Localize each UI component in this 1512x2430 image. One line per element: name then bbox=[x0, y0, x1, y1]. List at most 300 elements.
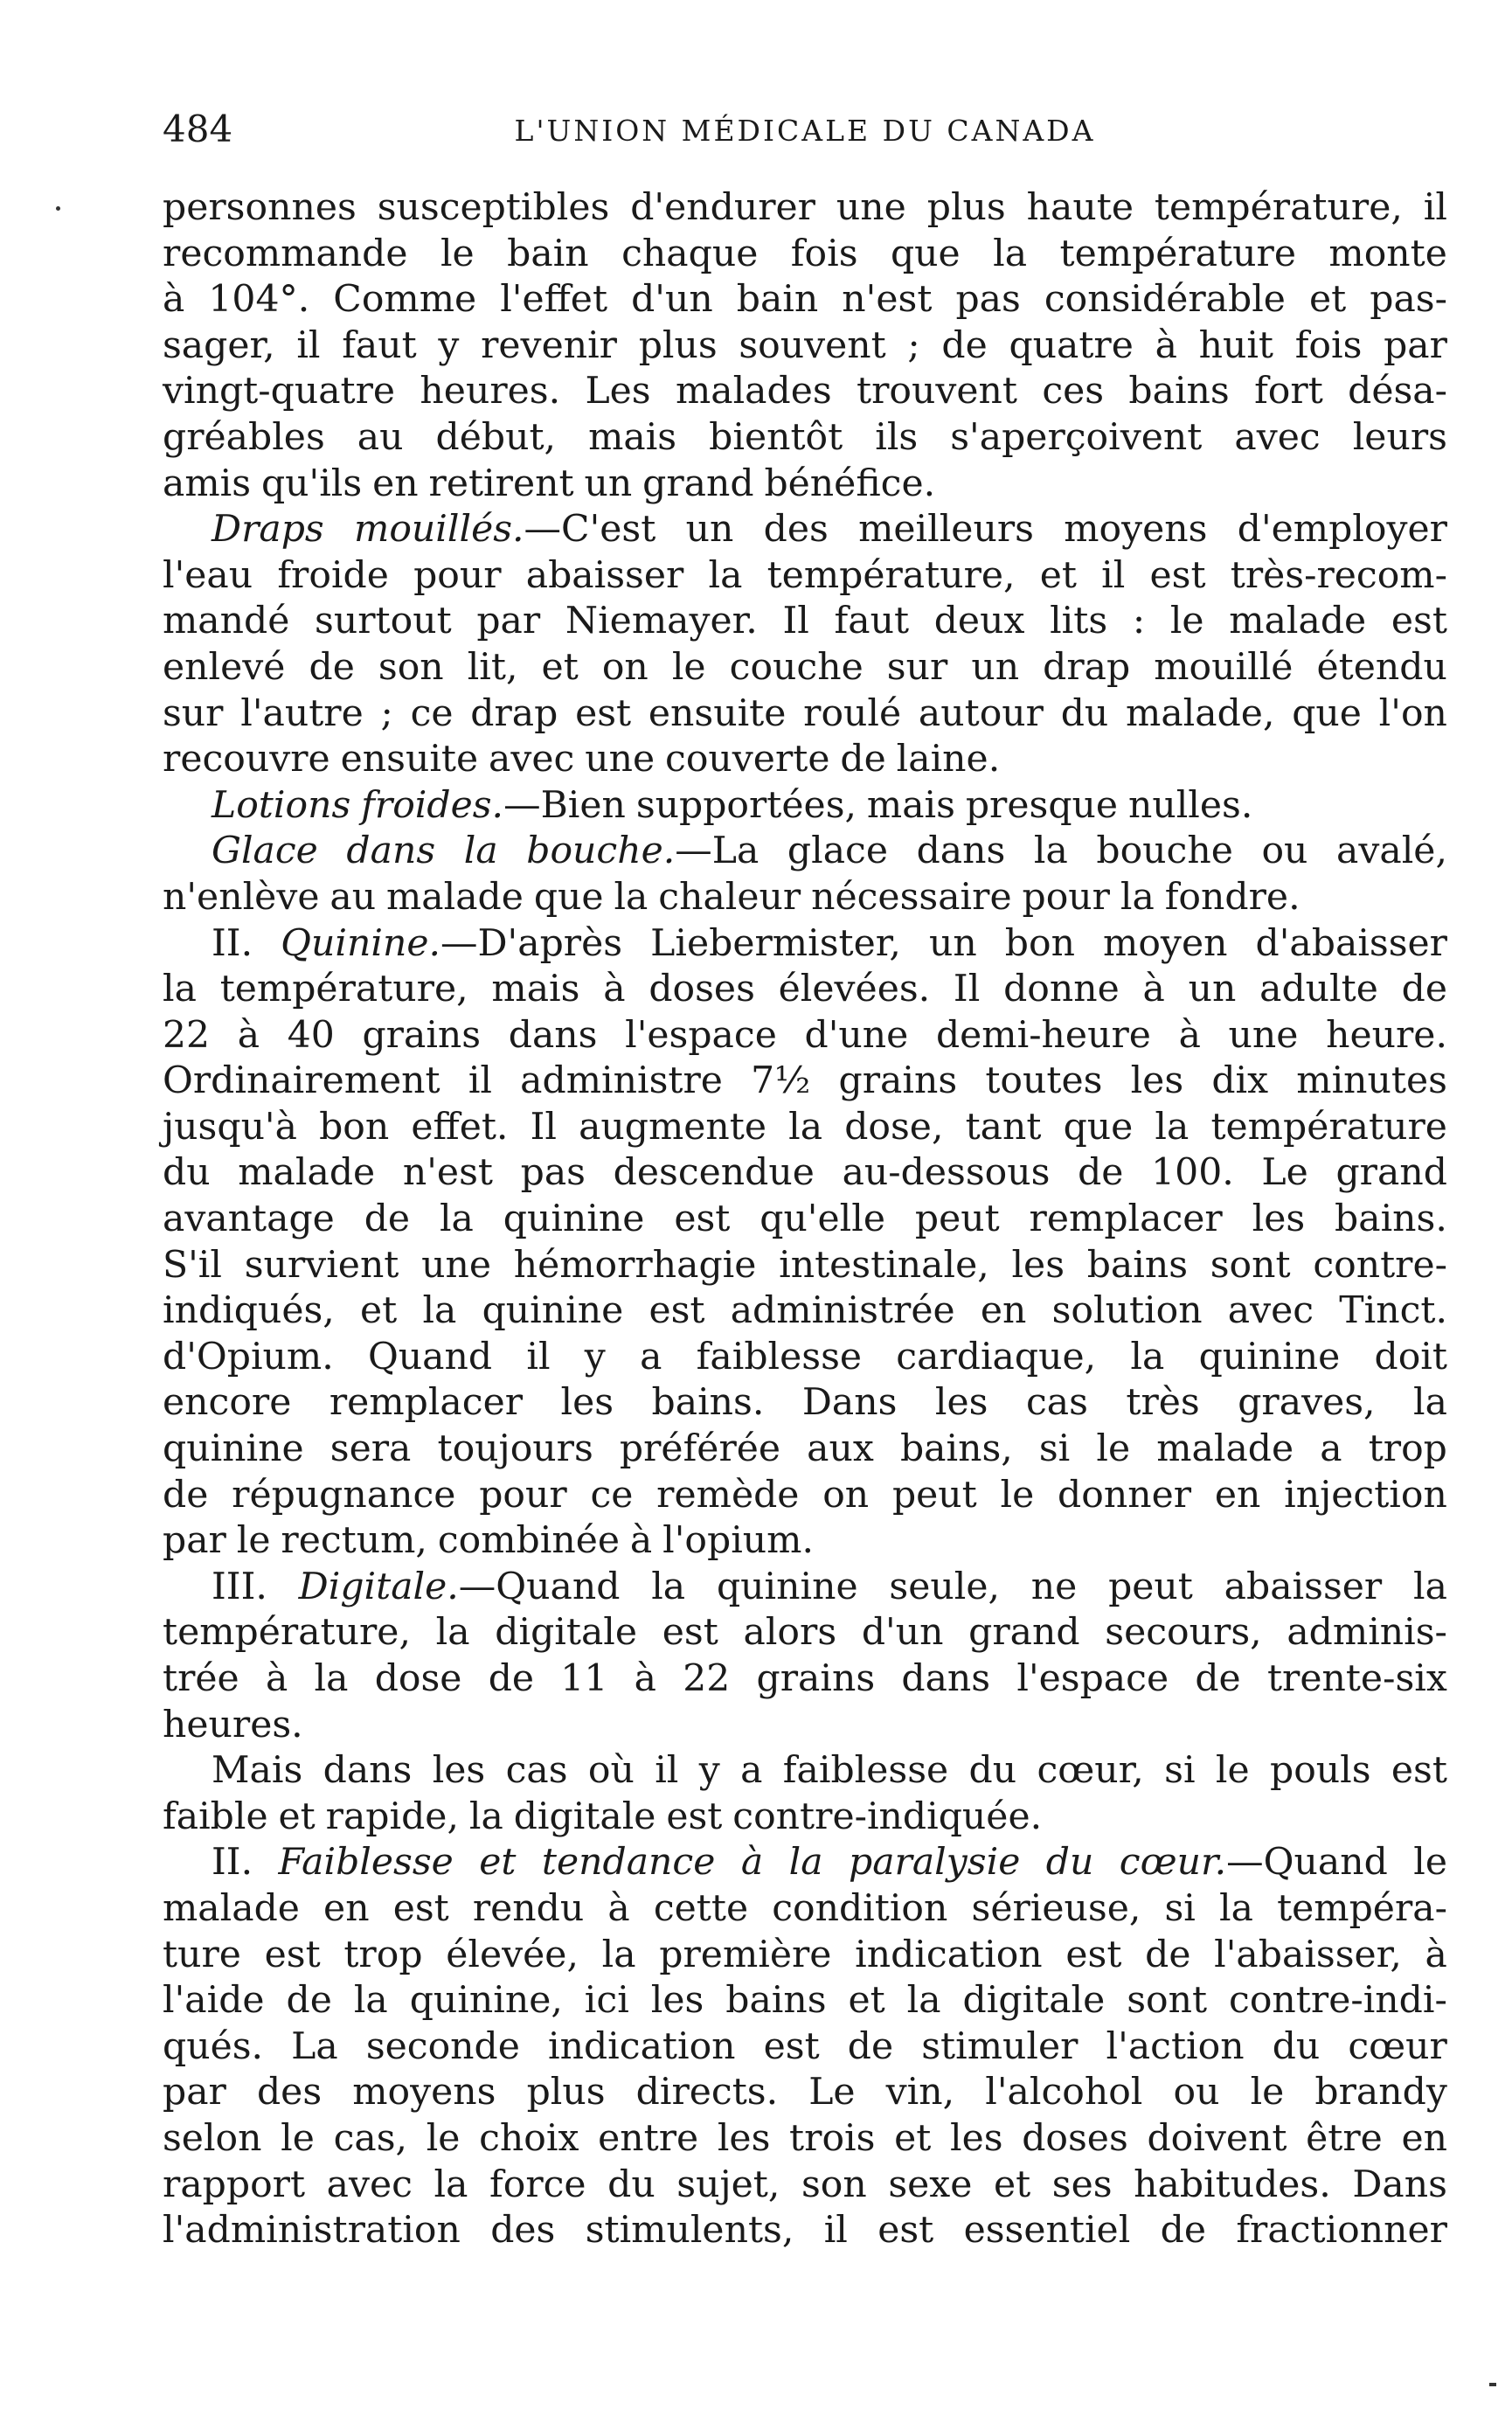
word: est bbox=[575, 691, 632, 735]
word: personnes bbox=[163, 186, 357, 229]
word: amis bbox=[163, 462, 252, 505]
word: bain bbox=[736, 278, 819, 322]
word: contre-indiquée. bbox=[732, 1795, 1043, 1838]
word: encore bbox=[163, 1381, 292, 1425]
word: dans bbox=[508, 1013, 598, 1057]
lead-tail: —La bbox=[675, 830, 759, 873]
text-line bbox=[163, 875, 1447, 921]
word: est bbox=[1149, 553, 1206, 597]
word: qués. bbox=[163, 2024, 264, 2068]
word: la bbox=[993, 232, 1028, 275]
word: autour bbox=[918, 691, 1044, 735]
word: est bbox=[674, 1198, 731, 1241]
word: bains. bbox=[1335, 1198, 1447, 1241]
italic-lead: mouillés. bbox=[354, 508, 524, 552]
word: les bbox=[949, 2116, 1003, 2160]
word: la bbox=[463, 830, 498, 873]
word: et bbox=[360, 1289, 398, 1333]
word: leurs bbox=[1352, 415, 1447, 459]
word: quinine, bbox=[409, 1979, 563, 2023]
word: Dans bbox=[801, 1381, 898, 1425]
word: si bbox=[1164, 1749, 1196, 1793]
word: sujet, bbox=[676, 2163, 780, 2206]
text-line bbox=[163, 1150, 1447, 1197]
word: la bbox=[353, 1979, 388, 2023]
word: cette bbox=[653, 1886, 749, 1930]
word: température, bbox=[163, 1611, 411, 1655]
word: d'employer bbox=[1237, 508, 1447, 552]
word: jusqu'à bbox=[163, 1105, 297, 1149]
word: un bbox=[1188, 968, 1237, 1011]
word: pouls bbox=[1269, 1749, 1371, 1793]
word: est bbox=[662, 1611, 718, 1655]
word: remplacer bbox=[329, 1381, 524, 1425]
word: la bbox=[1155, 1105, 1189, 1149]
word: que bbox=[890, 232, 961, 275]
word bbox=[354, 507, 655, 553]
word: quinine bbox=[716, 1565, 858, 1608]
word: dans bbox=[346, 830, 436, 873]
word: bain bbox=[507, 232, 589, 275]
word: heures. bbox=[420, 370, 561, 413]
word: administre bbox=[520, 1059, 723, 1103]
word: à bbox=[237, 1013, 260, 1057]
word: mouillé bbox=[1154, 645, 1294, 689]
word: supportées, bbox=[635, 783, 857, 827]
word: stimulents, bbox=[585, 2209, 794, 2253]
word: froide bbox=[277, 553, 389, 597]
text-line bbox=[163, 277, 1447, 323]
word: huit bbox=[1198, 323, 1274, 367]
word: température, bbox=[1154, 186, 1403, 229]
word: un bbox=[928, 921, 977, 965]
word: un bbox=[685, 508, 734, 552]
word: abaisser bbox=[1224, 1565, 1383, 1608]
word: de bbox=[1078, 1151, 1124, 1195]
word: les bbox=[1252, 1198, 1306, 1241]
word: une bbox=[1228, 1013, 1299, 1057]
word: s'aperçoivent bbox=[950, 415, 1203, 459]
word: grains bbox=[756, 1657, 876, 1700]
word: l'on bbox=[1378, 691, 1447, 735]
word: l'autre bbox=[240, 691, 364, 735]
word: que bbox=[533, 875, 604, 919]
word: la bbox=[163, 968, 197, 1011]
paragraph bbox=[163, 921, 1447, 1565]
word: si bbox=[1038, 1427, 1071, 1471]
text-line bbox=[163, 1978, 1447, 2024]
word: d'un bbox=[631, 278, 713, 322]
paragraph bbox=[163, 829, 1447, 920]
word: doses bbox=[648, 968, 755, 1011]
word: de bbox=[286, 1979, 332, 2023]
word: meilleurs bbox=[858, 508, 1034, 552]
word: très bbox=[1126, 1381, 1200, 1425]
word: son bbox=[801, 2163, 867, 2206]
word: la bbox=[1120, 875, 1155, 919]
word: Lotions bbox=[212, 783, 351, 827]
text-line bbox=[163, 553, 1447, 600]
word: cardiaque, bbox=[896, 1335, 1097, 1378]
word: l'administration bbox=[163, 2209, 461, 2253]
word: ces bbox=[1042, 370, 1105, 413]
word: où bbox=[587, 1749, 635, 1793]
word: chaleur bbox=[658, 875, 801, 919]
word: cas bbox=[1025, 1381, 1088, 1425]
text-line bbox=[163, 783, 1447, 830]
word: dans bbox=[901, 1657, 991, 1700]
word: roulé bbox=[803, 691, 902, 735]
word: rendu bbox=[472, 1886, 585, 1930]
word: cas, bbox=[333, 2116, 408, 2160]
word: température bbox=[1210, 1105, 1447, 1149]
word: des bbox=[490, 2209, 556, 2253]
word: avec bbox=[1234, 415, 1321, 459]
word: température, bbox=[766, 553, 1016, 597]
word: contre- bbox=[1313, 1243, 1447, 1287]
word: au-dessous bbox=[842, 1151, 1051, 1195]
word: des bbox=[256, 2071, 323, 2114]
word: combinée bbox=[437, 1519, 620, 1563]
lead-tail: —C'est bbox=[524, 508, 656, 552]
word: la bbox=[906, 1979, 941, 2023]
word: Le bbox=[1261, 1151, 1308, 1195]
word: élevée, bbox=[446, 1933, 579, 1976]
word: malade bbox=[1229, 600, 1367, 643]
word: les bbox=[717, 2116, 771, 2160]
word: du bbox=[1060, 691, 1109, 735]
text-line bbox=[163, 1105, 1447, 1151]
word: l'opium. bbox=[662, 1519, 814, 1563]
word: on bbox=[822, 1473, 870, 1517]
word: désa- bbox=[1348, 370, 1447, 413]
word: dose, bbox=[844, 1105, 944, 1149]
word: y bbox=[438, 323, 460, 367]
word: les bbox=[432, 1749, 486, 1793]
word: bains bbox=[725, 1979, 827, 2023]
word: le bbox=[1000, 1473, 1035, 1517]
paragraph bbox=[163, 1565, 1447, 1748]
word: le bbox=[281, 2116, 315, 2160]
text-line bbox=[163, 1427, 1447, 1473]
text-line bbox=[163, 185, 1447, 232]
word: revenir bbox=[481, 323, 618, 367]
word: est bbox=[264, 1933, 321, 1976]
word: fort bbox=[1254, 370, 1323, 413]
word: le bbox=[236, 1519, 271, 1563]
word: de bbox=[941, 323, 988, 367]
word: indication bbox=[855, 1933, 1043, 1976]
word: La bbox=[291, 2024, 338, 2068]
word: cas bbox=[505, 1749, 568, 1793]
word: 7½ bbox=[751, 1059, 811, 1103]
word: brandy bbox=[1314, 2071, 1447, 2114]
word: bientôt bbox=[709, 415, 843, 459]
text-line bbox=[163, 2116, 1447, 2163]
margin-speck bbox=[1489, 2383, 1496, 2386]
word: grains bbox=[838, 1059, 958, 1103]
word: mais bbox=[491, 968, 580, 1011]
word: la bbox=[708, 553, 743, 597]
word: paralysie bbox=[848, 1841, 1021, 1885]
word: si bbox=[1164, 1886, 1196, 1930]
word: Comme bbox=[333, 278, 477, 322]
word: la bbox=[422, 1289, 457, 1333]
word: la bbox=[1219, 1886, 1253, 1930]
word: dans bbox=[916, 830, 1006, 873]
word: le bbox=[671, 645, 706, 689]
word: ce bbox=[590, 1473, 634, 1517]
word: chaque bbox=[621, 232, 759, 275]
word: les bbox=[1130, 1059, 1184, 1103]
text-line bbox=[163, 1610, 1447, 1656]
paragraph bbox=[163, 185, 1447, 507]
word: a bbox=[1320, 1427, 1342, 1471]
word: et bbox=[541, 645, 579, 689]
word: trente-six bbox=[1266, 1657, 1447, 1700]
text-line bbox=[163, 2208, 1447, 2254]
word: on bbox=[601, 645, 648, 689]
word: Ordinairement bbox=[163, 1059, 440, 1103]
word: les bbox=[934, 1381, 988, 1425]
word: effet. bbox=[411, 1105, 509, 1149]
word: digitale bbox=[513, 1795, 656, 1838]
word: malade bbox=[163, 1886, 300, 1930]
italic-lead: Quinine. bbox=[281, 921, 440, 965]
word: en bbox=[980, 1289, 1027, 1333]
word: par bbox=[163, 1519, 226, 1563]
word: très-recom- bbox=[1230, 553, 1447, 597]
word: seule, bbox=[889, 1565, 1000, 1608]
word: et bbox=[993, 2163, 1031, 2206]
word: à bbox=[740, 1841, 764, 1885]
word: la bbox=[1413, 1565, 1447, 1608]
word: le bbox=[1250, 2071, 1285, 2114]
word: en bbox=[1401, 2116, 1447, 2160]
word: Dans bbox=[1352, 2163, 1447, 2206]
word: Draps bbox=[212, 508, 324, 552]
word: le bbox=[1096, 1427, 1131, 1471]
word: selon bbox=[163, 2116, 262, 2160]
word: seconde bbox=[365, 2024, 520, 2068]
word: il bbox=[526, 1335, 551, 1378]
word: n'est bbox=[402, 1151, 493, 1195]
word: moyens bbox=[352, 2071, 496, 2114]
word: Faiblesse bbox=[278, 1841, 454, 1885]
word: II. bbox=[212, 921, 253, 965]
word: susceptibles bbox=[377, 186, 610, 229]
word: il bbox=[468, 1059, 492, 1103]
margin-speck bbox=[56, 206, 60, 211]
text-line bbox=[163, 232, 1447, 278]
word: trouvent bbox=[857, 370, 1017, 413]
italic-lead: bouche. bbox=[526, 830, 676, 873]
word: toutes bbox=[985, 1059, 1103, 1103]
word: ; bbox=[380, 691, 393, 735]
text-line bbox=[163, 645, 1447, 691]
word: il bbox=[655, 1749, 679, 1793]
word: mais bbox=[588, 415, 677, 459]
word: lit, bbox=[467, 645, 518, 689]
word: le bbox=[1169, 600, 1204, 643]
word: n'est bbox=[842, 278, 933, 322]
word: survient bbox=[244, 1243, 399, 1287]
text-line bbox=[163, 2163, 1447, 2209]
text-line bbox=[163, 1013, 1447, 1059]
word: sont bbox=[1127, 1979, 1208, 2023]
word: abaisser bbox=[525, 553, 684, 597]
word: la bbox=[468, 1795, 503, 1838]
word: un bbox=[971, 645, 1020, 689]
word: sexe bbox=[888, 2163, 973, 2206]
word: fractionner bbox=[1236, 2209, 1447, 2253]
word: de bbox=[1401, 968, 1447, 1011]
word: qu'elle bbox=[759, 1198, 885, 1241]
word: minutes bbox=[1296, 1059, 1447, 1103]
word: essentiel bbox=[963, 2209, 1131, 2253]
word: ne bbox=[1030, 1565, 1078, 1608]
word: ensuite bbox=[648, 691, 787, 735]
text-line bbox=[163, 2024, 1447, 2071]
word: indication bbox=[548, 2024, 736, 2068]
word: choix bbox=[479, 2116, 579, 2160]
word: surtout bbox=[315, 600, 452, 643]
word: de bbox=[488, 1657, 535, 1700]
text-line bbox=[163, 1703, 1447, 1749]
word: avec bbox=[1227, 1289, 1314, 1333]
word: cœur, bbox=[1037, 1749, 1144, 1793]
word: fois bbox=[790, 232, 858, 275]
page-number: 484 bbox=[163, 108, 233, 150]
word: bains bbox=[1086, 1243, 1189, 1287]
word: faut bbox=[834, 600, 910, 643]
word: à bbox=[265, 1657, 288, 1700]
word: heure. bbox=[1326, 1013, 1447, 1057]
word: du bbox=[163, 1151, 211, 1195]
word: indiqués, bbox=[163, 1289, 335, 1333]
word: glace bbox=[787, 830, 888, 873]
word: ou bbox=[1261, 830, 1308, 873]
word: 100. bbox=[1151, 1151, 1234, 1195]
italic-lead: cœur. bbox=[1119, 1841, 1227, 1885]
word: en bbox=[323, 1886, 370, 1930]
word: adminis- bbox=[1287, 1611, 1447, 1655]
word: trop bbox=[343, 1933, 423, 1976]
word: avec bbox=[489, 738, 575, 781]
word: quinine bbox=[482, 1289, 624, 1333]
word: est bbox=[392, 1886, 449, 1930]
word: quinine bbox=[503, 1198, 645, 1241]
word: est bbox=[1065, 1933, 1122, 1976]
word: avalé, bbox=[1336, 830, 1447, 873]
word: la bbox=[1033, 830, 1068, 873]
text-line bbox=[163, 967, 1447, 1013]
word: pas- bbox=[1370, 278, 1447, 322]
text-line bbox=[163, 1059, 1447, 1105]
word: fondre. bbox=[1164, 875, 1300, 919]
word: rapide, bbox=[325, 1795, 459, 1838]
word: drap bbox=[1043, 645, 1131, 689]
text-line bbox=[163, 369, 1447, 415]
word: trop bbox=[1368, 1427, 1447, 1471]
word: sont bbox=[1210, 1243, 1291, 1287]
word: directs. bbox=[635, 2071, 779, 2114]
text-line bbox=[163, 2070, 1447, 2116]
word: et bbox=[894, 2116, 932, 2160]
word: ensuite bbox=[340, 738, 479, 781]
word: peut bbox=[891, 1473, 977, 1517]
word: ils bbox=[875, 415, 919, 459]
word: qu'ils bbox=[260, 462, 363, 505]
word: bon bbox=[319, 1105, 390, 1149]
word: Quand bbox=[367, 1335, 493, 1378]
lead-tail: —Quand bbox=[1226, 1841, 1388, 1885]
word: d'un bbox=[861, 1611, 944, 1655]
word: par bbox=[163, 2071, 226, 2114]
word: l'action bbox=[1106, 2024, 1245, 2068]
word: ; bbox=[907, 323, 920, 367]
word: doses bbox=[1022, 2116, 1128, 2160]
word bbox=[1120, 1840, 1388, 1886]
word: fois bbox=[1294, 323, 1363, 367]
word: de bbox=[1195, 1657, 1241, 1700]
word: à bbox=[634, 1657, 656, 1700]
word: et bbox=[1309, 278, 1347, 322]
text-line bbox=[163, 1335, 1447, 1381]
word: quinine bbox=[1198, 1335, 1341, 1378]
word: III. bbox=[212, 1565, 267, 1608]
word: trois bbox=[789, 2116, 876, 2160]
word: Mais bbox=[212, 1749, 303, 1793]
word: hémorrhagie bbox=[513, 1243, 757, 1287]
text-line bbox=[163, 599, 1447, 645]
word: rapport bbox=[163, 2163, 306, 2206]
word: remplacer bbox=[1029, 1198, 1223, 1241]
italic-lead: Digitale. bbox=[298, 1565, 459, 1608]
word: et bbox=[848, 1979, 885, 2023]
word: sur bbox=[886, 645, 948, 689]
word: l'aide bbox=[163, 1979, 265, 2023]
word: la bbox=[314, 1657, 349, 1700]
word: condition bbox=[772, 1886, 948, 1930]
word: peut bbox=[914, 1198, 1000, 1241]
word: d'une bbox=[804, 1013, 909, 1057]
word: deux bbox=[933, 600, 1025, 643]
word: vin, bbox=[885, 2071, 955, 2114]
word: 40 bbox=[287, 1013, 335, 1057]
word: pour bbox=[1022, 875, 1110, 919]
word: d'abaisser bbox=[1255, 921, 1447, 965]
text-line bbox=[163, 691, 1447, 738]
word: ce bbox=[410, 691, 454, 735]
word: il bbox=[1101, 553, 1126, 597]
text-line bbox=[163, 1656, 1447, 1703]
word: couverte bbox=[665, 738, 830, 781]
word: l'alcohol bbox=[985, 2071, 1143, 2114]
word: recouvre bbox=[163, 738, 330, 781]
word: remède bbox=[656, 1473, 800, 1517]
word: couche bbox=[729, 645, 864, 689]
text-line bbox=[163, 1288, 1447, 1335]
word: faut bbox=[342, 323, 417, 367]
word: quatre bbox=[1009, 323, 1134, 367]
paragraph bbox=[163, 1840, 1447, 2253]
word: II. bbox=[212, 1841, 253, 1885]
word: et bbox=[479, 1841, 517, 1885]
word: demi-heure bbox=[935, 1013, 1151, 1057]
word: être bbox=[1306, 2116, 1383, 2160]
word: drap bbox=[470, 691, 558, 735]
